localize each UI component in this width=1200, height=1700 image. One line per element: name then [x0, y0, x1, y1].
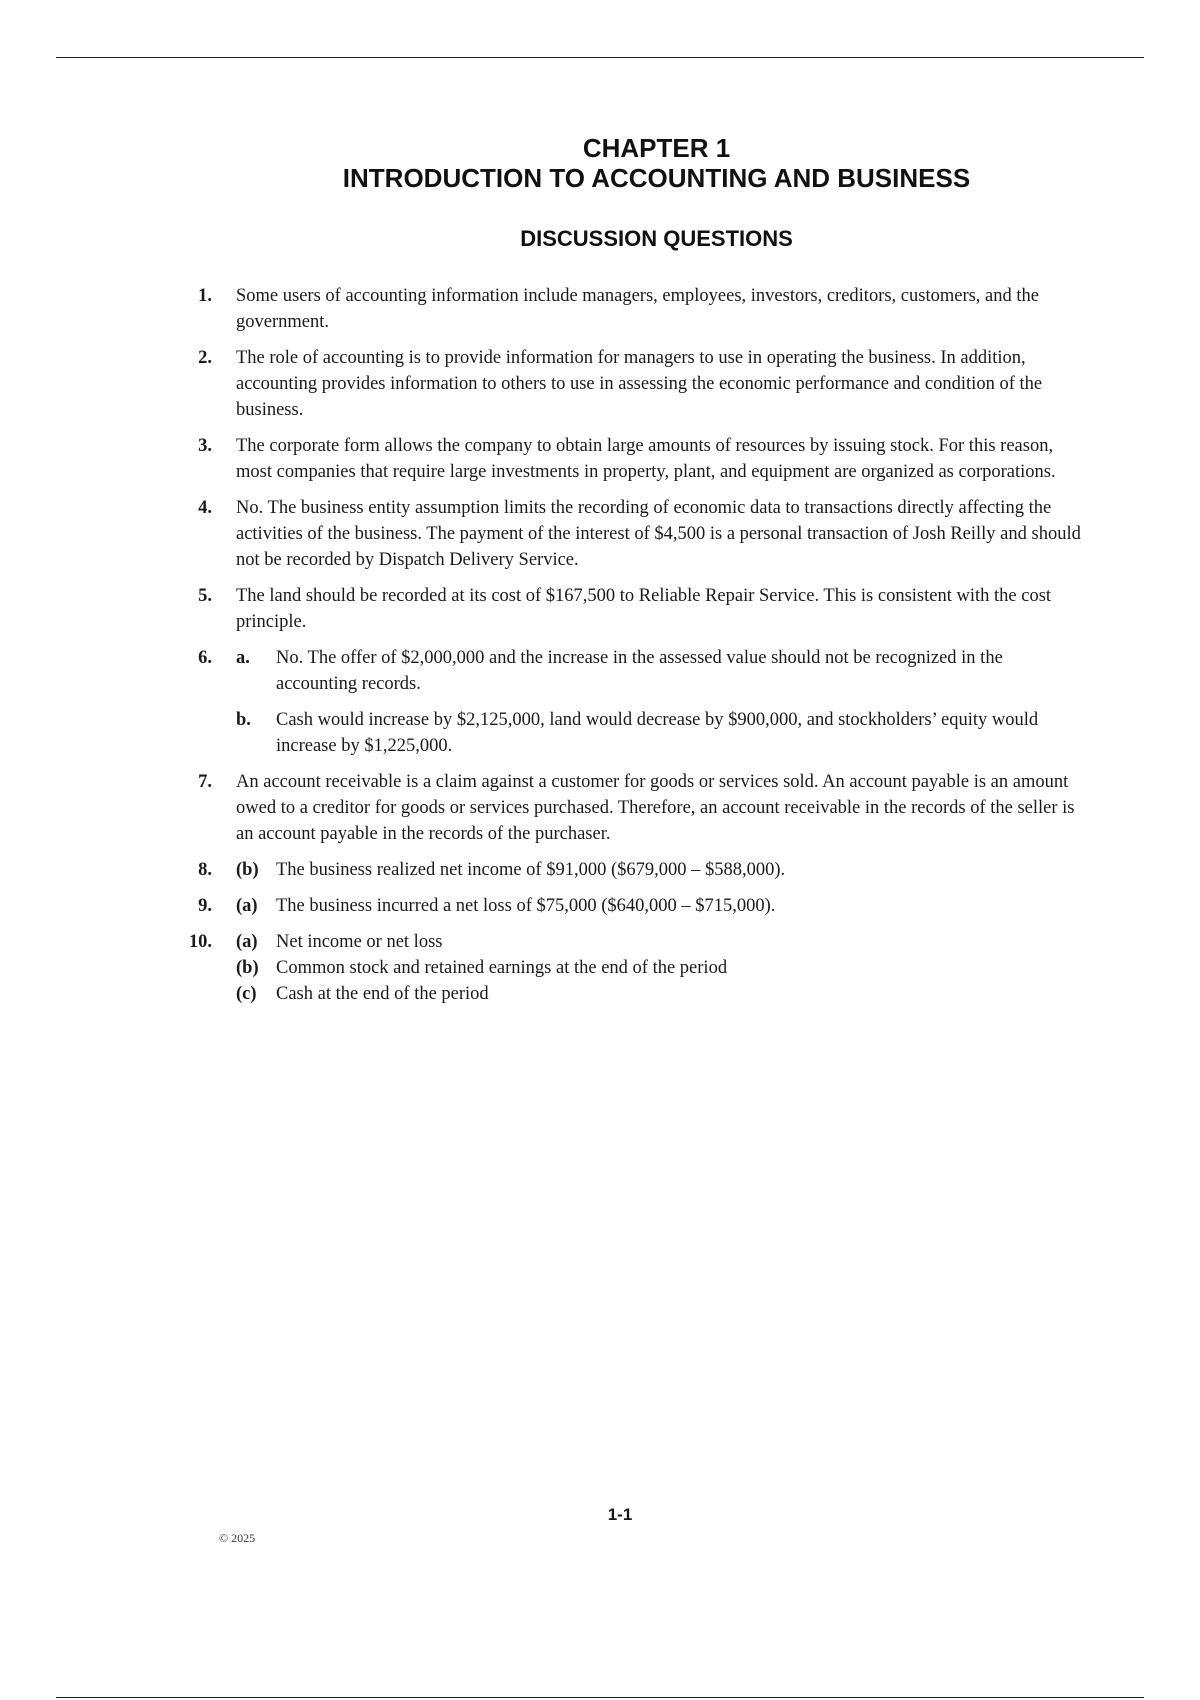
part-text: Common stock and retained earnings at the end of the period — [276, 958, 728, 978]
question-text: The land should be recorded at its cost of $167,500 to Reliable Repair Service. This is consistent with the cost principle. — [236, 586, 1052, 632]
part-label: b. — [236, 710, 251, 730]
question-text: The role of accounting is to provide information for managers to use in operating the business. In addition, accounting provides information to others to use in assessing the economic performance and condition of the business. — [236, 348, 1043, 420]
part-label: (b) — [236, 958, 259, 978]
answer-part-c — [236, 981, 1082, 1007]
top-rule — [56, 57, 1144, 58]
answer-part-a — [236, 893, 1082, 919]
question-3 — [182, 433, 1082, 485]
question-10 — [182, 929, 1082, 1007]
part-text: Cash would increase by $2,125,000, land would decrease by $900,000, and stockholders’ equity would increase by $1,225,000. — [276, 710, 1039, 756]
part-text: The business incurred a net loss of $75,000 ($640,000 – $715,000). — [276, 896, 776, 916]
question-8 — [182, 857, 1082, 883]
part-label: (c) — [236, 984, 257, 1004]
bottom-rule — [56, 1697, 1144, 1698]
question-1 — [182, 283, 1082, 335]
question-text: The corporate form allows the company to obtain large amounts of resources by issuing stock. For this reason, most companies that require large investments in property, plant, and equipment are organized as corporations. — [236, 436, 1056, 482]
answer-part-b — [236, 857, 1082, 883]
answer-part-a — [236, 929, 1082, 955]
chapter-number: CHAPTER 1 — [582, 133, 731, 163]
question-number: 5. — [198, 586, 212, 606]
part-label: a. — [236, 648, 250, 668]
question-number: 8. — [198, 860, 212, 880]
question-number: 4. — [198, 498, 212, 518]
copyright-notice: © 2025 — [219, 1531, 256, 1545]
question-text: Some users of accounting information include managers, employees, investors, creditors, customers, and the government. — [236, 286, 1039, 332]
part-text: Cash at the end of the period — [276, 984, 489, 1004]
part-label: (a) — [236, 896, 258, 916]
discussion-questions-list — [182, 283, 1082, 1017]
answer-part-b — [236, 707, 1082, 759]
page-number: 1-1 — [607, 1505, 633, 1524]
question-number: 9. — [198, 896, 212, 916]
part-label: (a) — [236, 932, 258, 952]
section-title: DISCUSSION QUESTIONS — [520, 226, 793, 251]
question-7 — [182, 769, 1082, 847]
question-number: 3. — [198, 436, 212, 456]
question-4 — [182, 495, 1082, 573]
chapter-title: INTRODUCTION TO ACCOUNTING AND BUSINESS — [342, 163, 971, 193]
question-6 — [182, 645, 1082, 759]
question-9 — [182, 893, 1082, 919]
part-text: The business realized net income of $91,000 ($679,000 – $588,000). — [276, 860, 786, 880]
question-number: 7. — [198, 772, 212, 792]
question-number: 10. — [188, 932, 212, 952]
question-2 — [182, 345, 1082, 423]
question-number: 1. — [198, 286, 212, 306]
question-number: 2. — [198, 348, 212, 368]
answer-part-a — [236, 645, 1082, 697]
part-text: Net income or net loss — [276, 932, 443, 952]
question-5 — [182, 583, 1082, 635]
part-text: No. The offer of $2,000,000 and the increase in the assessed value should not be recognized in the accounting records. — [276, 648, 1003, 694]
question-text: An account receivable is a claim against a customer for goods or services sold. An account payable is an amount owed to a creditor for goods or services purchased. Therefore, an account receivable in the records of the seller is an account payable in the records of the purchaser. — [236, 772, 1075, 844]
question-text: No. The business entity assumption limits the recording of economic data to transactions directly affecting the activities of the business. The payment of the interest of $4,500 is a personal transaction of Josh Reilly and should not be recorded by Dispatch Delivery Service. — [236, 498, 1081, 570]
answer-part-b — [236, 955, 1082, 981]
part-label: (b) — [236, 860, 259, 880]
question-number: 6. — [198, 648, 212, 668]
